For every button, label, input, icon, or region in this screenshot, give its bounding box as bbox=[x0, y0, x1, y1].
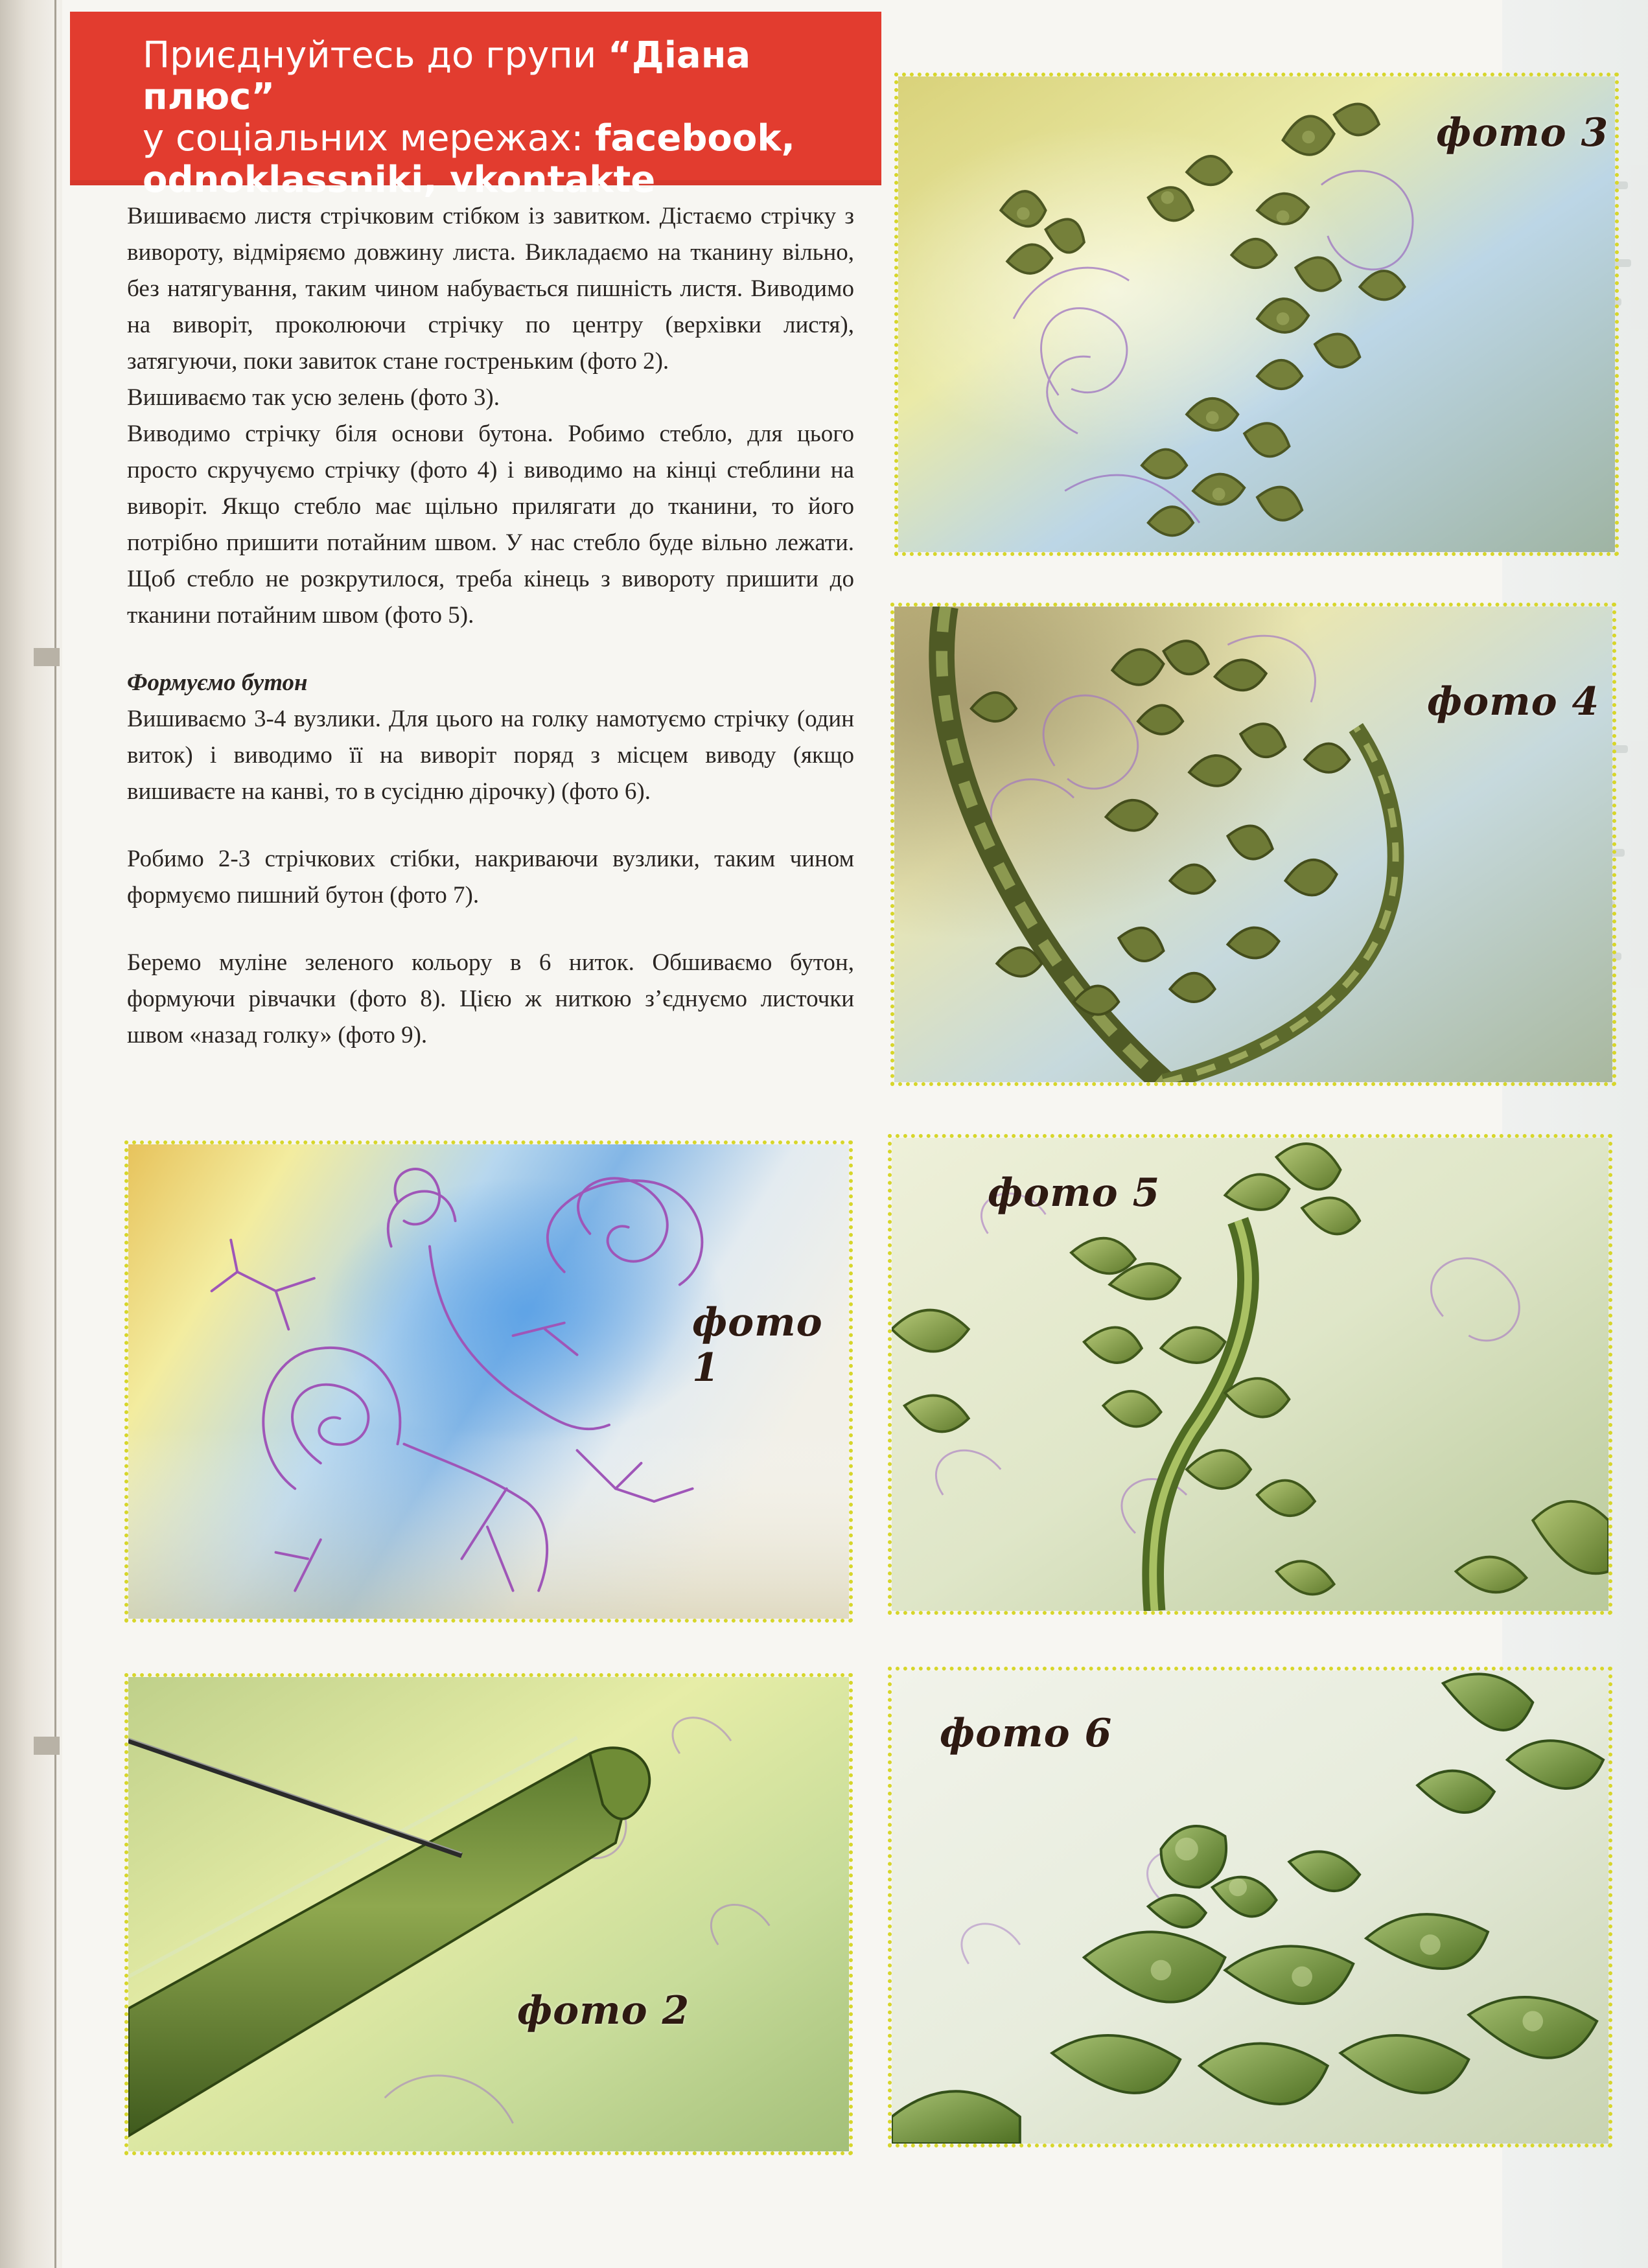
banner-networks-1: facebook, bbox=[595, 117, 795, 159]
photo-2-image bbox=[128, 1677, 849, 2151]
photo-4-label: фото 4 bbox=[1427, 679, 1600, 724]
photo-1 bbox=[124, 1140, 853, 1623]
article-paragraph: Виводимо стрічку біля основи бутона. Робимо стебло, для цього просто скручуємо стрічку (фото 4) і виводимо на кінці стеблини на виворіт. Якщо стебло має щільно прилягати до тканини, то його потрібно пришити потайним швом. У нас стебло буде вільно лежати. Щоб стебло не розкрутилося, треба кінець з вивороту пришити до тканини потайним швом (фото 5). bbox=[127, 421, 854, 629]
photo-6 bbox=[888, 1667, 1612, 2147]
social-banner bbox=[70, 12, 881, 201]
photo-3 bbox=[894, 73, 1619, 556]
article-paragraph: Робимо 2-3 стрічкових стібки, накриваючи вузлики, таким чином формуємо пишний бутон (фото 7). bbox=[127, 846, 854, 908]
article-paragraph: Вишиваємо 3-4 вузлики. Для цього на голку намотуємо стрічку (один виток) і виводимо її на виворіт поряд з місцем виводу (якщо вишиваєте на канві, то в сусідню дірочку) (фото 6). bbox=[127, 706, 854, 805]
page-binding bbox=[0, 0, 60, 2268]
binding-fold bbox=[54, 0, 56, 2268]
article-body bbox=[127, 198, 854, 1054]
article-paragraph: Вишиваємо так усю зелень (фото 3). bbox=[127, 384, 500, 411]
section-subheading: Формуємо бутон bbox=[127, 669, 308, 696]
article-paragraph: Вишиваємо листя стрічковим стібком із завитком. Дістаємо стрічку з вивороту, відміряємо довжину листа. Викладаємо на тканину вільно, без натягування, таким чином набувається пишність листя. Виводимо на виворіт, проколюючи стрічку по центру (верхівки листя), затягуючи, поки завиток стане гостреньким (фото 2). bbox=[127, 203, 854, 375]
banner-line1-text: Приєднуйтесь до групи bbox=[143, 34, 609, 76]
photo-4 bbox=[890, 603, 1616, 1086]
banner-text bbox=[143, 35, 862, 201]
article-paragraph: Беремо муліне зеленого кольору в 6 ниток. Обшиваємо бутон, формуючи рівчачки (фото 8). Цією ж ниткою з’єднуємо листочки швом «назад голку» (фото 9). bbox=[127, 949, 854, 1048]
banner-group-name: “Діана плюс” bbox=[143, 34, 751, 118]
photo-6-label: фото 6 bbox=[940, 1711, 1113, 1756]
binding-notch bbox=[34, 648, 60, 666]
photo-5 bbox=[888, 1134, 1612, 1615]
photo-1-label: фото 1 bbox=[692, 1300, 823, 1391]
photo-2-label: фото 2 bbox=[517, 1988, 690, 2033]
banner-networks-2: odnoklassniki, vkontakte bbox=[143, 159, 656, 201]
photo-4-image bbox=[894, 607, 1612, 1082]
banner-line2-text: у соціальних мережах: bbox=[143, 117, 596, 159]
photo-2 bbox=[124, 1673, 853, 2155]
binding-notch bbox=[34, 1737, 60, 1755]
photo-5-label: фото 5 bbox=[988, 1170, 1161, 1216]
photo-3-label: фото 3 bbox=[1436, 110, 1609, 156]
